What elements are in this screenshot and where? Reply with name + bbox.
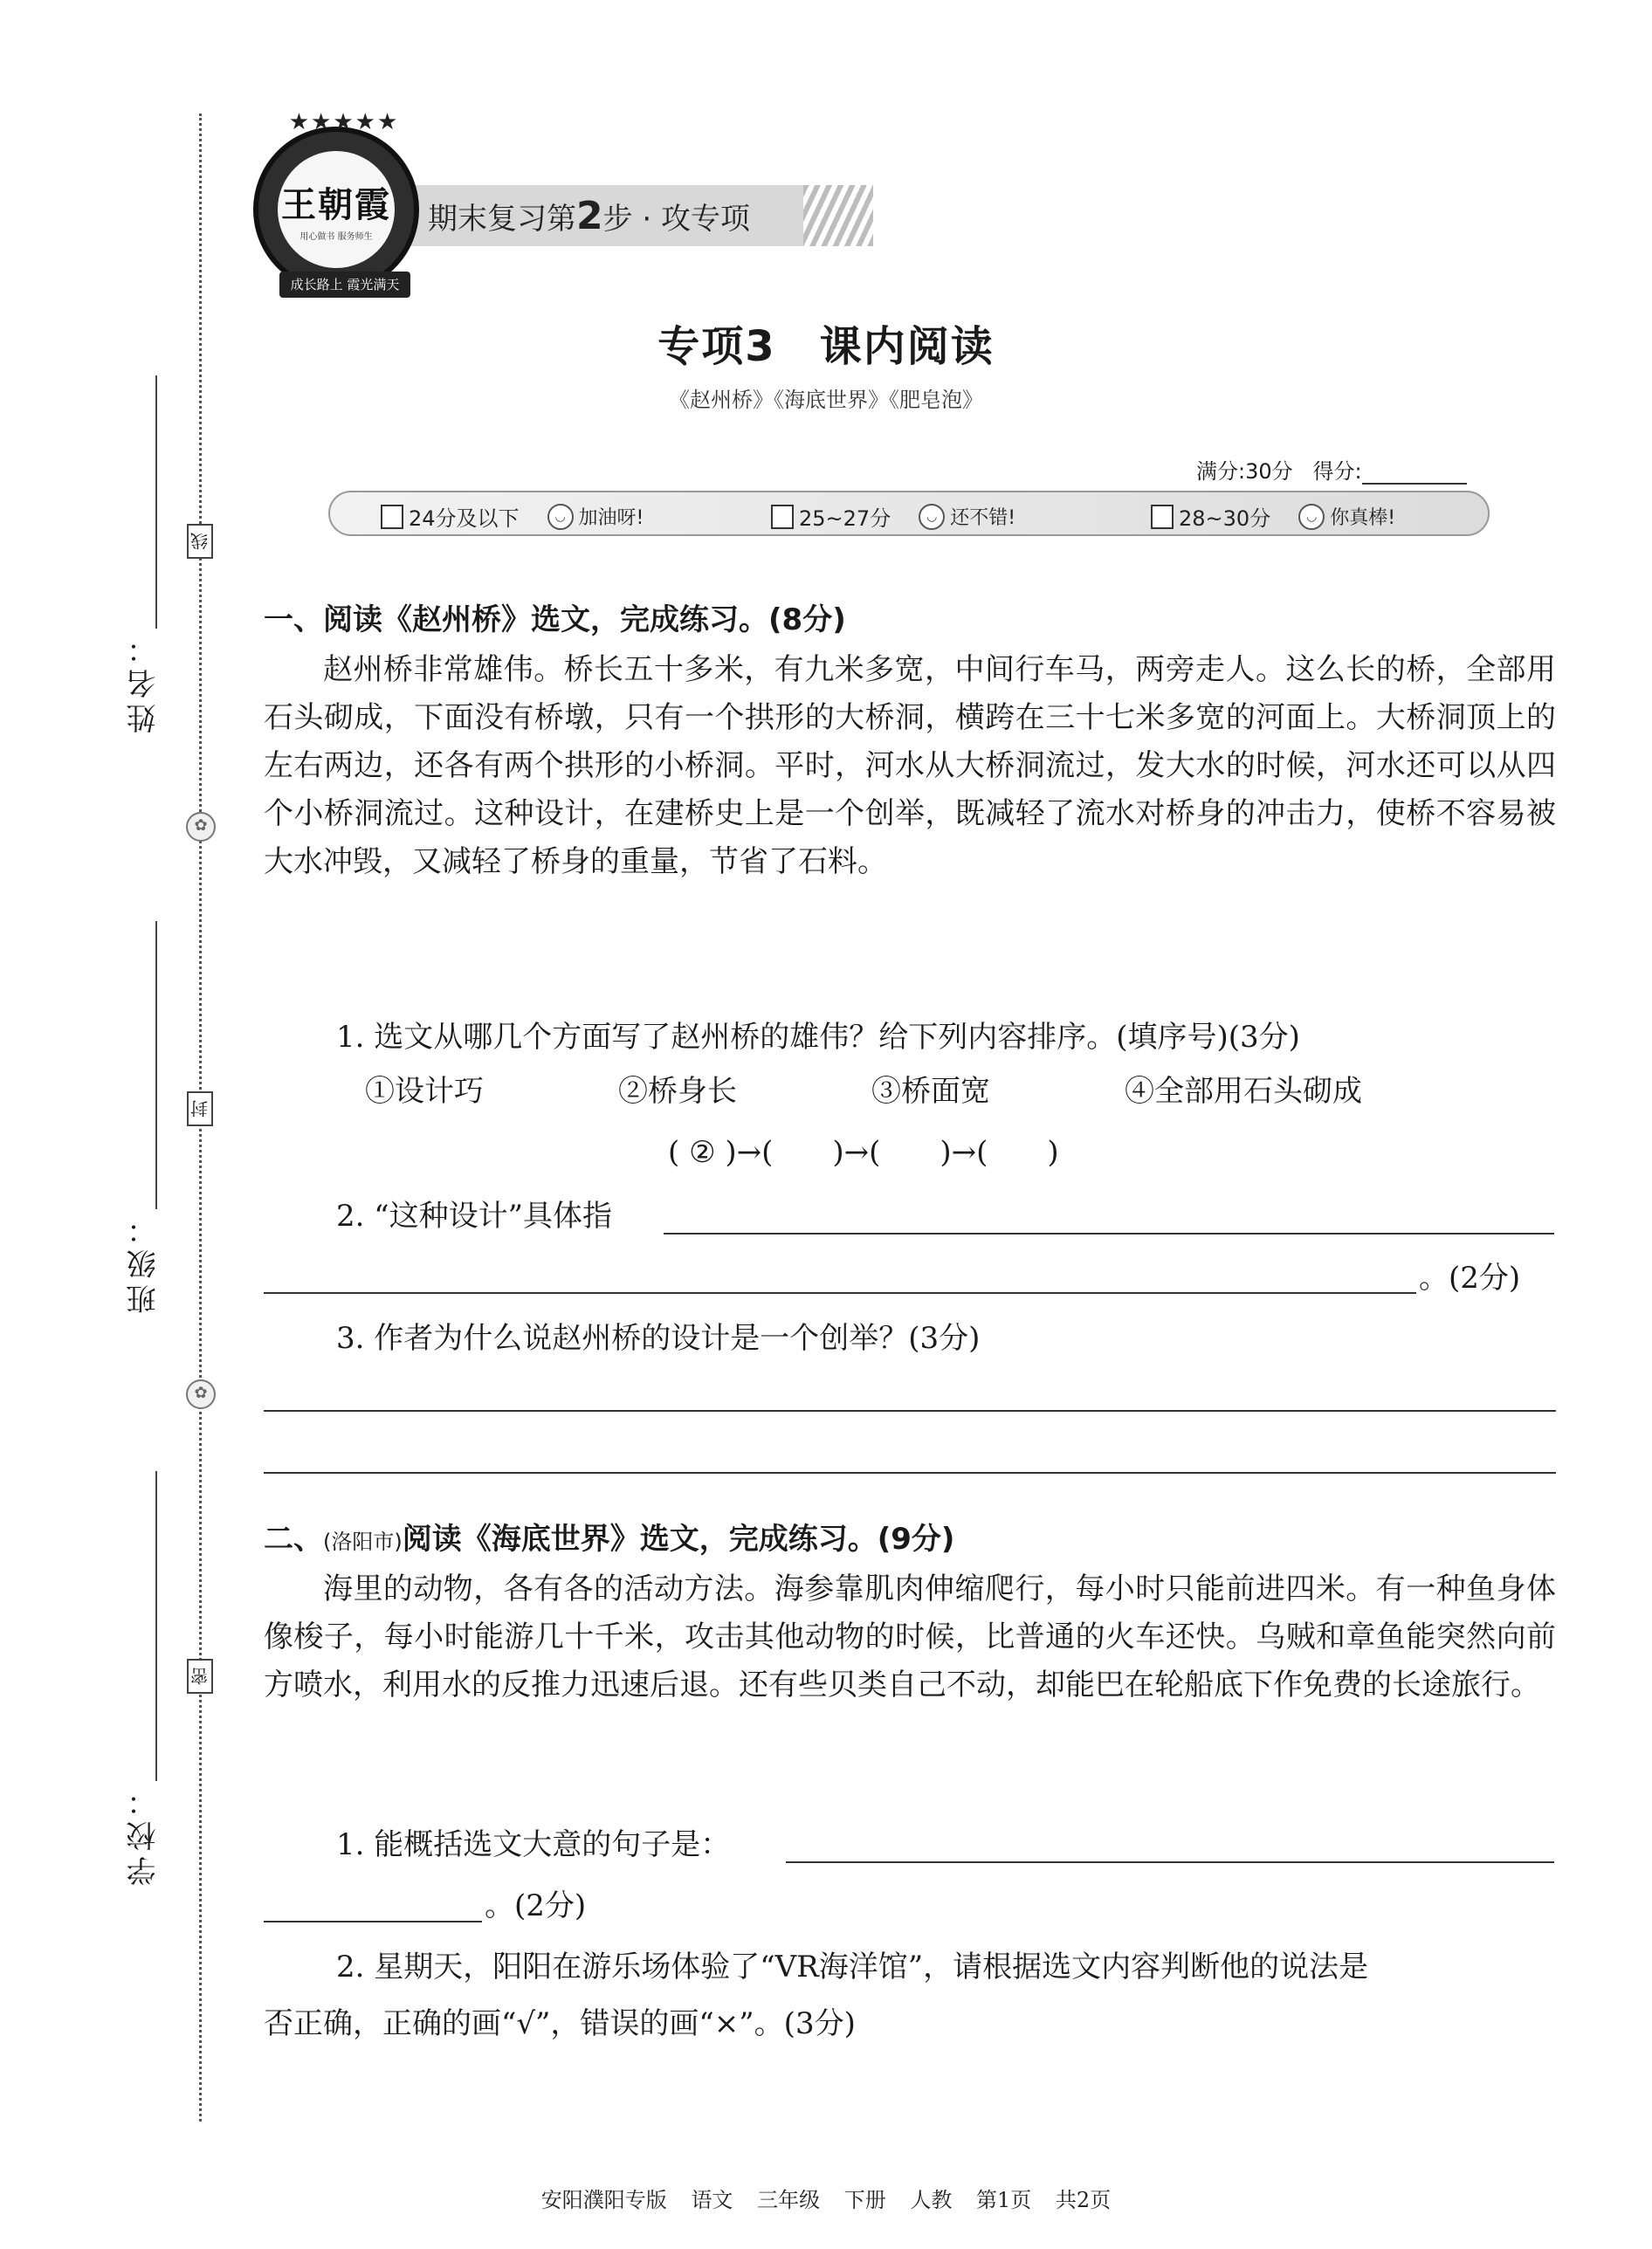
banner-suffix: 步 · 攻专项 bbox=[602, 202, 751, 237]
class-field[interactable] bbox=[155, 921, 157, 1209]
s2-region: (洛阳市) bbox=[323, 1530, 403, 1554]
banner-prefix: 期末复习第 bbox=[428, 202, 576, 237]
section1-heading: 一、阅读《赵州桥》选文，完成练习。(8分) bbox=[264, 602, 846, 637]
class-label: 班级： bbox=[127, 1209, 162, 1314]
rating-comment: 加油呀! bbox=[578, 507, 644, 529]
school-field[interactable] bbox=[155, 1471, 157, 1781]
footer-volume: 下册 bbox=[843, 2188, 886, 2212]
seal-char-close: 密 bbox=[187, 1659, 213, 1694]
logo-text: 王朝霞 bbox=[281, 184, 391, 225]
s2-heading-prefix: 二、 bbox=[264, 1522, 323, 1557]
swirl-icon: ✿ bbox=[186, 812, 216, 842]
s1-question2: 2. “这种设计”具体指 bbox=[336, 1199, 613, 1234]
rating-range: 25~27分 bbox=[799, 506, 891, 531]
footer-subject: 语文 bbox=[691, 2188, 733, 2212]
banner-text bbox=[428, 194, 750, 238]
s1-question3: 3. 作者为什么说赵州桥的设计是一个创举？(3分) bbox=[336, 1321, 981, 1356]
rating-checkbox[interactable] bbox=[1151, 505, 1174, 529]
seal-char-line: 线 bbox=[187, 524, 213, 559]
s2-question1: 1. 能概括选文大意的句子是： bbox=[336, 1827, 731, 1862]
score-line bbox=[1196, 454, 1467, 485]
answer-line[interactable] bbox=[264, 1921, 482, 1922]
answer-line[interactable] bbox=[264, 1472, 1556, 1474]
s1-option: ④全部用石头砌成 bbox=[1125, 1074, 1362, 1109]
section2-heading bbox=[264, 1515, 954, 1558]
name-label: 姓名： bbox=[127, 629, 162, 733]
school-label: 学校： bbox=[127, 1781, 162, 1886]
page-subtitle: 《赵州桥》《海底世界》《肥皂泡》 bbox=[669, 388, 983, 412]
s1-answer-order[interactable]: ( ② )→( )→( )→( ) bbox=[668, 1135, 1059, 1170]
rating-range: 28~30分 bbox=[1179, 506, 1271, 531]
name-field[interactable] bbox=[155, 375, 157, 629]
rating-bar bbox=[328, 491, 1490, 536]
swirl-icon: ✿ bbox=[186, 1379, 216, 1409]
footer-publisher: 人教 bbox=[910, 2188, 953, 2212]
rating-comment: 你真棒! bbox=[1330, 507, 1396, 529]
s1-option: ②桥身长 bbox=[618, 1074, 737, 1109]
answer-line[interactable] bbox=[664, 1233, 1554, 1235]
face-icon: ◡ bbox=[547, 504, 574, 530]
got-score-label: 得分: bbox=[1312, 459, 1362, 484]
s2-heading-main: 阅读《海底世界》选文，完成练习。(9分) bbox=[402, 1522, 955, 1557]
banner-step: 2 bbox=[576, 194, 603, 238]
answer-line[interactable] bbox=[264, 1292, 1416, 1294]
face-icon: ◡ bbox=[1298, 504, 1325, 530]
s1-question1: 1. 选文从哪几个方面写了赵州桥的雄伟？给下列内容排序。(填序号)(3分) bbox=[336, 1020, 1300, 1055]
seal-char-seal: 封 bbox=[187, 1091, 213, 1126]
banner-stripes bbox=[803, 185, 873, 246]
rating-checkbox[interactable] bbox=[771, 505, 794, 529]
rating-item bbox=[1151, 501, 1395, 532]
s2-question2-line1: 2. 星期天，阳阳在游乐场体验了“VR海洋馆”，请根据选文内容判断他的说法是 bbox=[336, 1950, 1369, 1984]
s2-question2-line2: 否正确，正确的画“√”，错误的画“×”。(3分) bbox=[264, 2006, 856, 2041]
star-icon: ★★★★★ bbox=[288, 109, 400, 135]
footer-page: 第1页 bbox=[976, 2188, 1032, 2212]
logo-tagline: 用心做书 服务师生 bbox=[299, 232, 373, 242]
page-title: 专项3 课内阅读 bbox=[657, 322, 995, 371]
s1-option: ③桥面宽 bbox=[871, 1074, 990, 1109]
rating-range: 24分及以下 bbox=[409, 506, 520, 531]
answer-line[interactable] bbox=[264, 1410, 1556, 1412]
section2-passage: 海里的动物，各有各的活动方法。海参靠肌肉伸缩爬行，每小时只能前进四米。有一种鱼身体像梭子，每小时能游几十千米，攻击其他动物的时候，比普通的火车还快。乌贼和章鱼能突然向前方喷水，利用水的反推力迅速后退。还有些贝类自己不动，却能巴在轮船底下作免费的长途旅行。 bbox=[264, 1572, 1556, 1702]
full-score: 满分:30分 bbox=[1196, 459, 1293, 484]
footer-total: 共2页 bbox=[1055, 2188, 1112, 2212]
face-icon: ◡ bbox=[919, 504, 945, 530]
got-score-field[interactable] bbox=[1362, 483, 1467, 485]
answer-line[interactable] bbox=[786, 1861, 1554, 1863]
s1-q2-score: 。(2分) bbox=[1419, 1261, 1521, 1296]
rating-comment: 还不错! bbox=[950, 507, 1016, 529]
footer-grade: 三年级 bbox=[757, 2188, 821, 2212]
rating-item bbox=[771, 501, 1015, 532]
page-footer bbox=[0, 2183, 1652, 2213]
s1-option: ①设计巧 bbox=[365, 1074, 484, 1109]
brand-logo bbox=[253, 109, 419, 292]
rating-item bbox=[381, 501, 644, 532]
section1-passage: 赵州桥非常雄伟。桥长五十多米，有九米多宽，中间行车马，两旁走人。这么长的桥，全部用石头砌成，下面没有桥墩，只有一个拱形的大桥洞，横跨在三十七米多宽的河面上。大桥洞顶上的左右两边，还各有两个拱形的小桥洞。平时，河水从大桥洞流过，发大水的时候，河水还可以从四个小桥洞流过。这种设计，在建桥史上是一个创举，既减轻了流水对桥身的冲击力，使桥不容易被大水冲毁，又减轻了桥身的重量，节省了石料。 bbox=[264, 652, 1556, 879]
logo-ribbon: 成长路上 霞光满天 bbox=[279, 272, 410, 298]
s2-q1-score: 。(2分) bbox=[485, 1888, 587, 1923]
footer-edition: 安阳濮阳专版 bbox=[540, 2188, 667, 2212]
rating-checkbox[interactable] bbox=[381, 505, 403, 529]
